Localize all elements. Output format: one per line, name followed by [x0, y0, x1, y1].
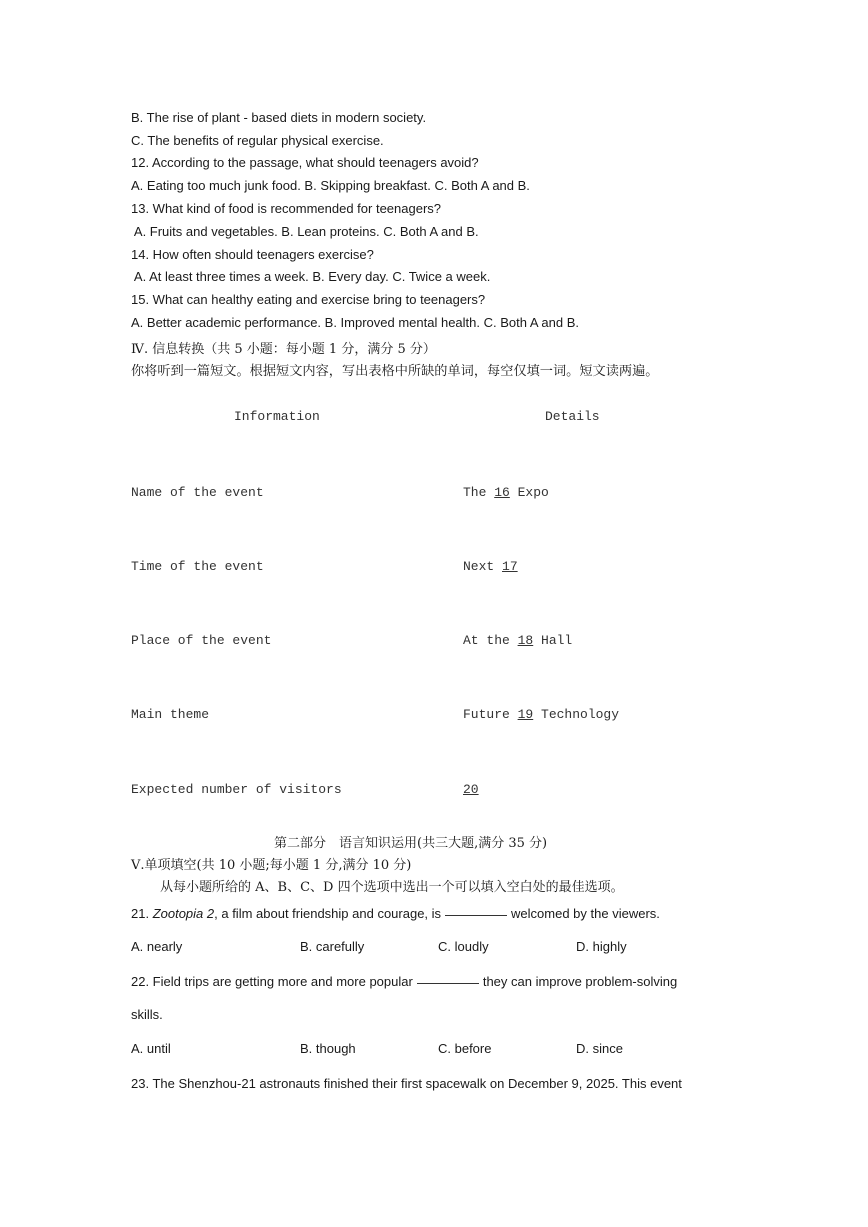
question-13: 13. What kind of food is recommended for teenagers? [131, 201, 442, 216]
question-12-options: A. Eating too much junk food. B. Skipping breakfast. C. Both A and B. [131, 178, 530, 193]
blank-19[interactable]: 19 [517, 707, 534, 722]
question-14-options: A. At least three times a week. B. Every day. C. Twice a week. [131, 269, 491, 284]
option-a[interactable]: A. nearly [131, 939, 183, 954]
part-2-title: 第二部分 语言知识运用(共三大题,满分 35 分) [274, 836, 548, 851]
question-22-continuation: skills. [131, 1007, 163, 1022]
question-23: 23. The Shenzhou-21 astronauts finished their first spacewalk on December 9, 2025. This event [131, 1076, 682, 1091]
film-title: Zootopia 2 [152, 906, 215, 921]
table-row-details: The 16 Expo [463, 485, 549, 500]
option-line-c: C. The benefits of regular physical exercise. [131, 133, 384, 148]
blank-17[interactable]: 17 [502, 559, 518, 574]
table-row-info: Expected number of visitors [131, 782, 342, 797]
table-row-info: Time of the event [131, 559, 264, 574]
table-row-details: Next 17 [463, 559, 518, 574]
option-d[interactable]: D. since [576, 1041, 623, 1056]
option-b[interactable]: B. carefully [300, 939, 365, 954]
table-row-info: Main theme [131, 707, 210, 722]
question-15: 15. What can healthy eating and exercise bring to teenagers? [131, 292, 486, 307]
option-d[interactable]: D. highly [576, 939, 627, 954]
table-row-details [463, 782, 479, 797]
table-header-information: Information [234, 409, 320, 424]
option-b[interactable]: B. though [300, 1041, 356, 1056]
question-15-options: A. Better academic performance. B. Improved mental health. C. Both A and B. [131, 315, 580, 330]
option-line-b: B. The rise of plant - based diets in modern society. [131, 110, 427, 125]
table-header-details: Details [545, 409, 600, 424]
blank-16[interactable]: 16 [494, 485, 510, 500]
question-21: 21. Zootopia 2, a film about friendship and courage, is welcomed by the viewers. [131, 906, 660, 921]
answer-blank[interactable] [417, 982, 479, 984]
question-22: 22. Field trips are getting more and more popular they can improve problem-solving [131, 974, 678, 989]
section-4-instruction: 你将听到一篇短文。根据短文内容，写出表格中所缺的单词，每空仅填一词。短文读两遍。 [131, 364, 659, 379]
table-row-info: Place of the event [131, 633, 272, 648]
option-c[interactable]: C. before [438, 1041, 492, 1056]
blank-18[interactable]: 18 [517, 633, 534, 648]
option-a[interactable]: A. until [131, 1041, 171, 1056]
question-14: 14. How often should teenagers exercise? [131, 247, 374, 262]
question-12: 12. According to the passage, what should teenagers avoid? [131, 155, 479, 170]
table-row-details: Future 19 Technology [463, 707, 620, 722]
question-13-options: A. Fruits and vegetables. B. Lean proteins. C. Both A and B. [131, 224, 479, 239]
option-c[interactable]: C. loudly [438, 939, 489, 954]
blank-20[interactable]: 20 [463, 782, 479, 797]
answer-blank[interactable] [445, 914, 507, 916]
table-row-info: Name of the event [131, 485, 264, 500]
section-5-heading: Ⅴ.单项填空(共 10 小题;每小题 1 分,满分 10 分) [131, 858, 412, 873]
section-4-heading: Ⅳ. 信息转换（共 5 小题：每小题 1 分，满分 5 分） [131, 342, 436, 357]
section-5-instruction: 从每小题所给的 A、B、C、D 四个选项中选出一个可以填入空白处的最佳选项。 [160, 880, 624, 895]
table-row-details: At the 18 Hall [463, 633, 573, 648]
